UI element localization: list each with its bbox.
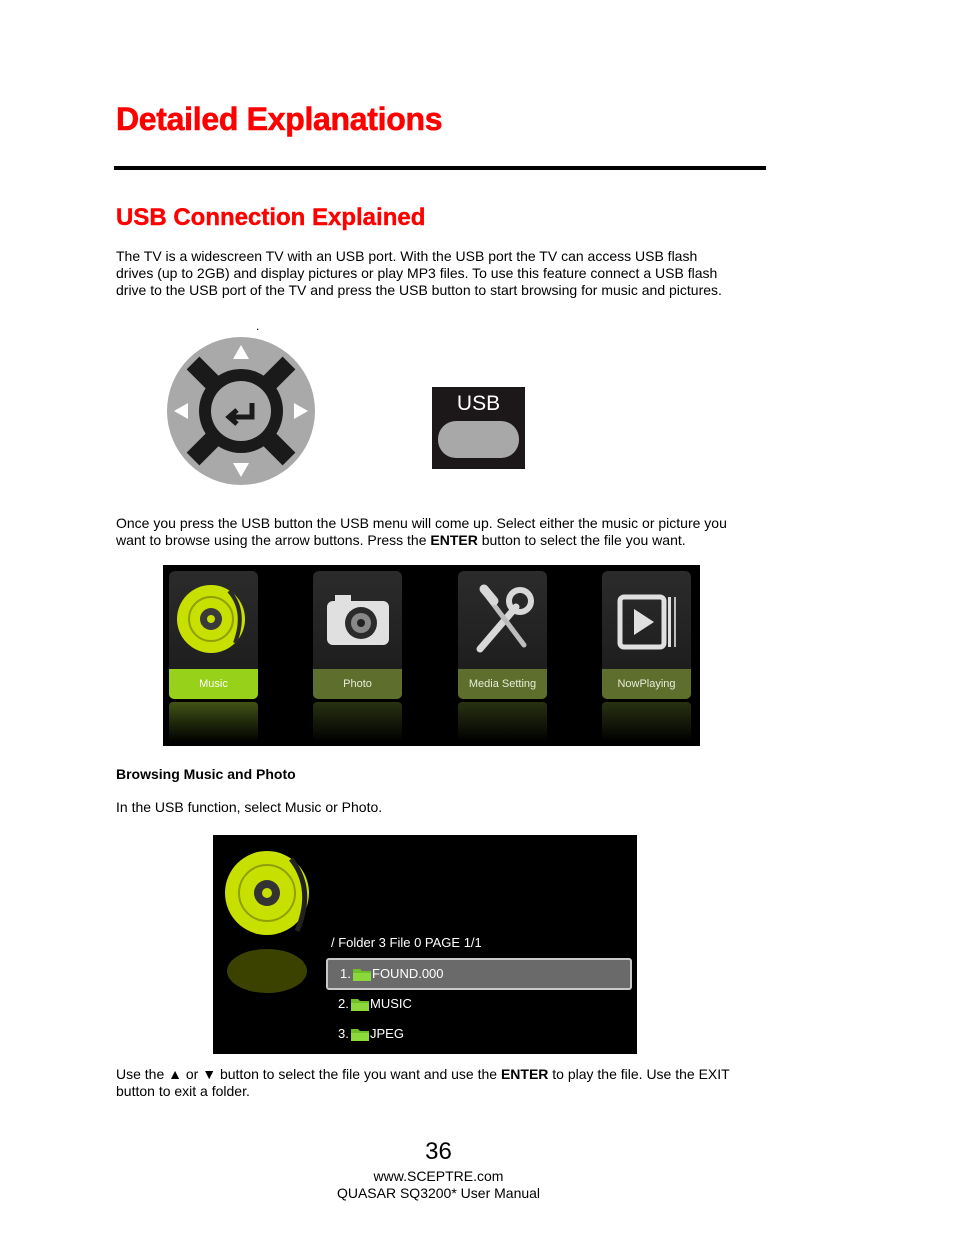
enter-keyword: ENTER [500,1066,549,1082]
para2-line2: want to browse using the arrow buttons. Press the ENTER button to select the file you want. [116,532,686,548]
usb-button-image [432,387,525,469]
usb-menu-screenshot [163,565,700,746]
folder-path: / Folder 3 File 0 PAGE 1/1 [331,935,482,950]
footer-manual-title: QUASAR SQ3200* User Manual [336,1185,541,1201]
file-row[interactable]: 2. MUSIC [338,996,412,1011]
menu-tile-nowplaying[interactable] [602,571,691,699]
menu-label: NowPlaying [602,669,691,699]
file-browser-screenshot [213,835,637,1054]
menu-tile-music[interactable] [169,571,258,699]
tile-reflection [458,702,547,742]
usb-button-label: USB [456,392,501,415]
intro-paragraph [116,248,766,299]
usb-menu-paragraph [116,515,766,549]
footer-website: www.SCEPTRE.com [373,1168,504,1184]
music-disc-icon [169,571,258,669]
tile-reflection [169,702,258,742]
menu-tile-photo[interactable] [313,571,402,699]
intro-line: The TV is a widescreen TV with an USB port. With the USB port the TV can access USB flash [116,248,698,264]
instruction-text: In the USB function, select Music or Photo. [116,799,383,815]
file-row[interactable]: 3. JPEG [338,1026,404,1041]
camera-icon [313,571,402,669]
menu-label: Photo [313,669,402,699]
enter-keyword: ENTER [430,532,478,548]
section-title: USB Connection Explained [116,204,426,231]
play-icon [602,571,691,669]
tile-reflection [602,702,691,742]
menu-label: Music [169,669,258,699]
para3-line2: button to exit a folder. [116,1083,250,1099]
tools-icon [458,571,547,669]
stray-dot: . [256,319,260,333]
folder-icon [352,966,372,982]
usb-button-pill [438,421,519,458]
menu-label: Media Setting [458,669,547,699]
para3-line1: Use the ▲ or ▼ button to select the file you want and use the ENTER to play the file. Use the EXIT [116,1066,730,1082]
menu-tile-media-setting[interactable] [458,571,547,699]
tile-reflection [313,702,402,742]
page-heading: Detailed Explanations [116,101,443,137]
file-row[interactable]: 1. FOUND.000 [326,958,632,990]
music-disc-icon [219,845,319,995]
page-number: 36 [425,1138,452,1165]
intro-line: drive to the USB port of the TV and press the USB button to start browsing for music and pictures. [116,282,722,298]
folder-icon [350,996,370,1012]
heading-rule [114,166,766,170]
para2-line1: Once you press the USB button the USB menu will come up. Select either the music or picture you [116,515,727,531]
direction-pad-image [165,337,317,485]
navigation-paragraph [116,1066,766,1100]
intro-line: drives (up to 2GB) and display pictures or play MP3 files. To use this feature connect a USB flash [116,265,718,281]
folder-icon [350,1026,370,1042]
subheading: Browsing Music and Photo [116,766,296,782]
